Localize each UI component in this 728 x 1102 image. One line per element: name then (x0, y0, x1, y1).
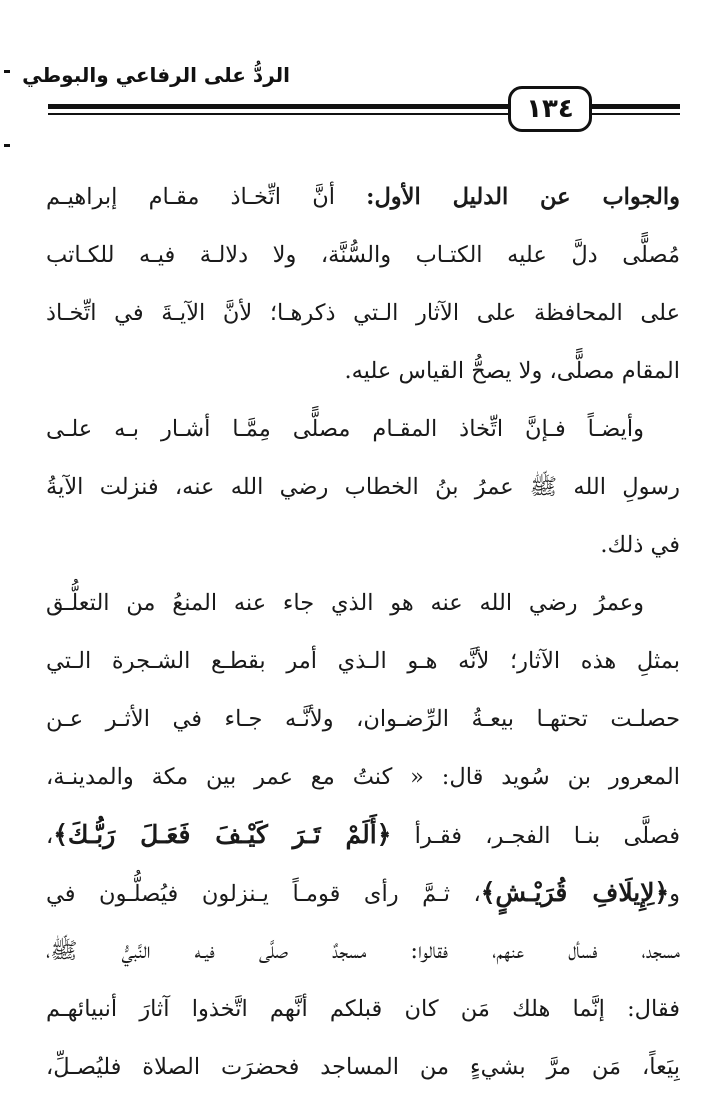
quran-verse: ﴿أَلَمْ تَـرَ كَيْـفَ فَعَـلَ رَبُّـكَ﴾ (53, 820, 392, 849)
text-line (46, 342, 680, 400)
line-text: على المحافظة على الآثار الـتي ذكرهـا؛ لأنَّ الآيـةَ في اتِّخـاذ (46, 300, 680, 326)
text-line (46, 806, 680, 864)
text-line (46, 574, 680, 632)
text-line (46, 284, 680, 342)
text-line (46, 632, 680, 690)
text-line (46, 1038, 680, 1096)
quran-verse: ﴿لِإِيلَافِ قُرَيْـشٍ﴾ (480, 878, 670, 907)
line-text: وأيضـاً فـإنَّ اتِّخاذ المقـام مصلًّى مِمَّـا أشـار بـه علـى (46, 416, 644, 442)
text-line (46, 864, 680, 922)
text-line (46, 690, 680, 748)
line-text: وعمرُ رضي الله عنه هو الذي جاء عنه المنعُ من التعلُّـق (46, 590, 644, 616)
margin-mark (4, 144, 10, 147)
text-line (46, 516, 680, 574)
line-text: حصلـت تحتهـا بيعـةُ الرِّضـوان، ولأنَّـه جـاء في الأثـر عـن (46, 706, 680, 732)
margin-mark (4, 70, 10, 73)
text-line (46, 458, 680, 516)
line-text: أنَّ اتِّخـاذ مقـام إبراهيـم (46, 184, 367, 210)
line-text: المقام مصلًّى، ولا يصحُّ القياس عليه. (344, 358, 680, 384)
text-line (46, 980, 680, 1038)
page-number: ١٣٤ (508, 86, 592, 132)
section-heading: والجواب عن الدليل الأول: (366, 184, 680, 210)
line-text: و (669, 881, 680, 907)
body-text (46, 168, 680, 1096)
header-rule (48, 113, 510, 115)
line-text: رسولِ الله ﷺ عمرُ بنُ الخطاب رضي الله عنه، فنزلت الآيةُ (46, 474, 680, 500)
line-text: بِيَعاً، مَن مرَّ بشيءٍ من المساجد فحضرَت الصلاة فليُصـلِّ، (46, 1054, 680, 1080)
text-line (46, 168, 680, 226)
line-text: في ذلك. (600, 532, 680, 558)
line-text: ، (46, 823, 54, 849)
text-line (46, 748, 680, 806)
line-text: مُصلًّى دلَّ عليه الكتـاب والسُّنَّة، ولا دلالـة فيـه للكـاتب (46, 242, 680, 268)
header-rule (48, 104, 510, 109)
text-line (46, 226, 680, 284)
line-text: مسجد، فسأل عنهم، فقالوا: مسجدٌ صلَّى فيـه النَّبيُّ ﷺ، (46, 938, 680, 964)
line-text: بمثلِ هذه الآثار؛ لأنَّه هـو الـذي أمر بقطـع الشـجرة الـتي (46, 648, 680, 674)
header-rule (590, 104, 680, 109)
header-rule (590, 113, 680, 115)
line-text: فصلَّى بنـا الفجـر، فقـرأ (414, 823, 680, 849)
running-title: الردُّ على الرفاعي والبوطي (22, 63, 290, 87)
line-text: المعرور بن سُويد قال: « كنتُ مع عمر بين مكة والمدينـة، (46, 764, 680, 790)
text-line (46, 400, 680, 458)
line-text: ، ثـمَّ رأى قومـاً يـنزلون فيُصلُّـون في (46, 881, 481, 907)
text-line (46, 922, 680, 980)
line-text: فقال: إنَّما هلك مَن كان قبلكم أنَّهم اتَّخذوا آثارَ أنبيائهـم (46, 996, 680, 1022)
